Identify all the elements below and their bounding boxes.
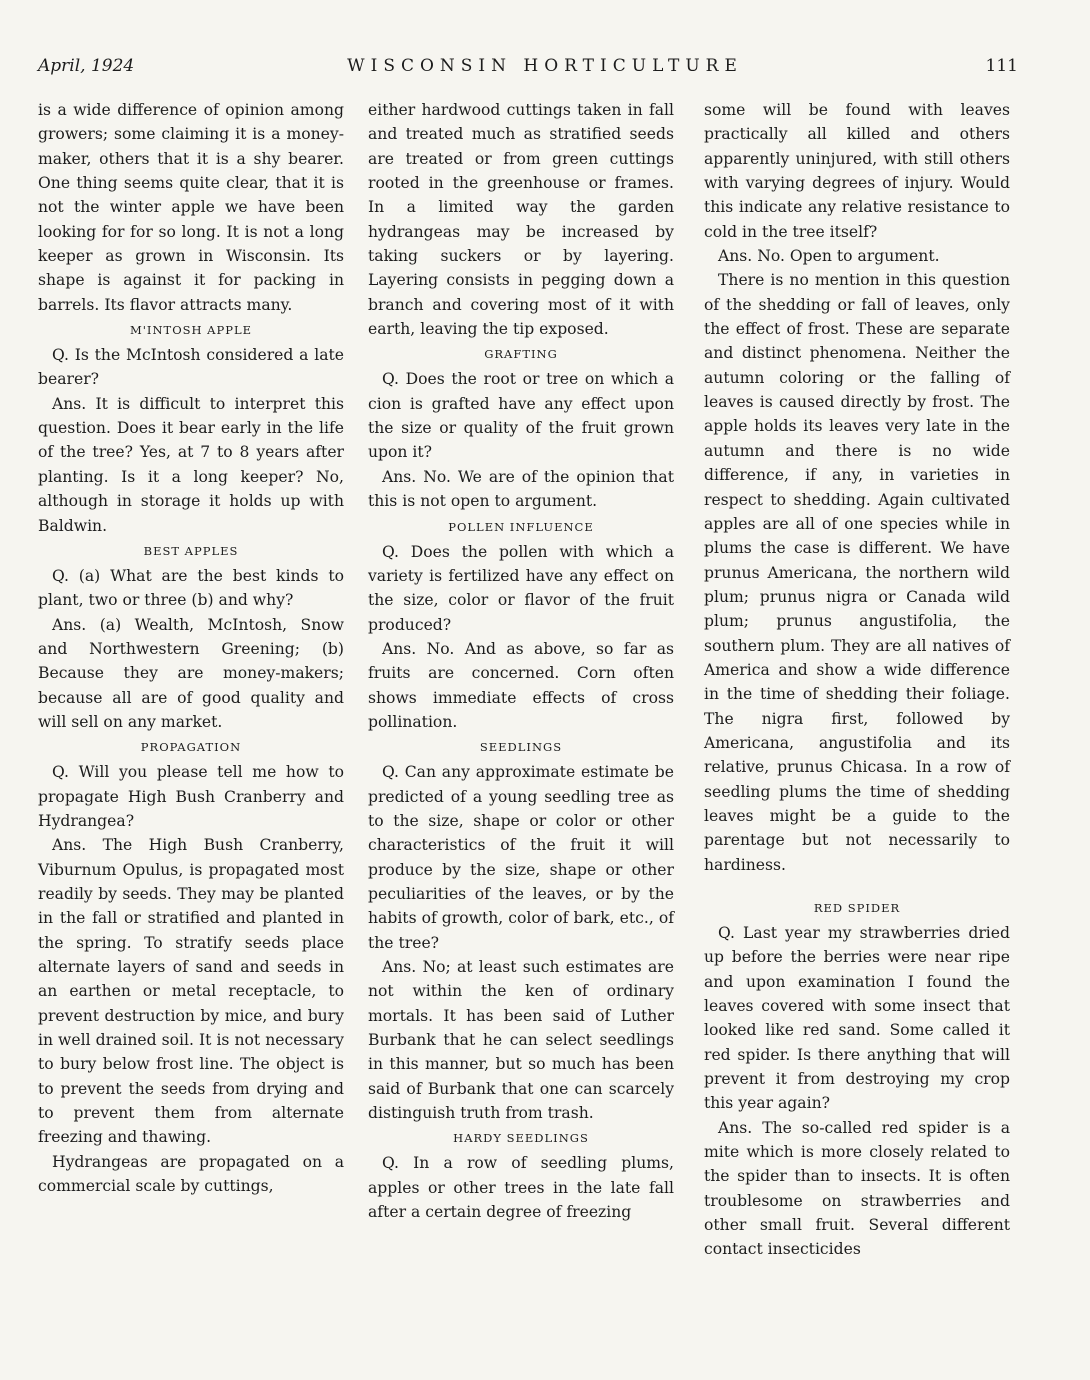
section-heading-grafting: GRAFTING: [484, 347, 558, 362]
section-heading-best-apples: BEST APPLES: [143, 543, 239, 558]
answer: Ans. The High Bush Cranberry, Viburnum Opulus, is propagated most readily by seeds. They may be planted in the fall or stratified and planted in the spring. To stratify seeds place alternate layers of sand and seeds in an earthen or metal receptacle, to prevent destruction by mice, and bury in well drained soil. It is not necessary to bury below frost line. The object is to prevent the seeds from drying and to prevent them from alternate freezing and thawing.: [38, 836, 344, 1147]
issue-date: April, 1924: [38, 56, 135, 76]
paragraph: Hydrangeas are propagated on a commercial scale by cuttings,: [38, 1152, 344, 1196]
paragraph: There is no mention in this question of the shedding or fall of leaves, only the effect of frost. These are separate and distinct phenomena. Neither the autumn coloring or the falling of leaves is caused directly by frost. The apple holds its leaves very late in the autumn and there is no wide difference, if any, in varieties in respect to shedding. Again cultivated apples are all of one species while in plums the case is different. We have prunus Americana, the northern wild plum; prunus nigra or Canada wild plum; prunus angustifolia, the southern plum. They are all natives of America and show a wide difference in the time of shedding their foliage. The nigra first, followed by Americana, angustifolia and its relative, prunus Chicasa. In a row of seedling plums the time of shedding leaves might be a guide to the parentage but not necessarily to hardiness.: [704, 271, 1010, 874]
page-header: [0, 56, 1090, 82]
answer: Ans. No; at least such estimates are not within the ken of ordinary mortals. It has been said of Luther Burbank that he can select seedlings in this manner, but so much has been said of Burbank that one can scarcely distinguish truth from trash.: [368, 958, 674, 1123]
magazine-title: WISCONSIN HORTICULTURE: [347, 56, 743, 76]
column-3: [704, 98, 1010, 1262]
paragraph: either hardwood cuttings taken in fall and treated much as stratified seeds are treated or from green cuttings rooted in the greenhouse or frames. In a limited way the garden hydrangeas may be increased by taking suckers or by layering. Layering consists in pegging down a branch and covering most of it with earth, leaving the tip exposed.: [368, 101, 674, 339]
question: Q. Last year my strawberries dried up before the berries were near ripe and upon examination I found the leaves covered with some insect that looked like red sand. Some called it red spider. Is there anything that will prevent it from destroying my crop this year again?: [704, 924, 1010, 1113]
question: Q. In a row of seedling plums, apples or other trees in the late fall after a certain degree of freezing: [368, 1154, 674, 1222]
question: Q. Can any approximate estimate be predicted of a young seedling tree as to the size, shape or color or other characteristics of the fruit it will produce by the size, shape or other peculiarities of the leaves, or by the habits of growth, color of bark, etc., of the tree?: [368, 763, 674, 952]
answer: Ans. It is difficult to interpret this question. Does it bear early in the life of the tree? Yes, at 7 to 8 years after planting. Is it a long keeper? No, although in storage it holds up with Baldwin.: [38, 394, 344, 535]
section-heading-pollen-influence: POLLEN INFLUENCE: [448, 519, 594, 534]
question: Q. Does the pollen with which a variety is fertilized have any effect on the size, color or flavor of the fruit produced?: [368, 542, 674, 634]
section-heading-hardy-seedlings: HARDY SEEDLINGS: [453, 1131, 589, 1146]
section-heading-red-spider: RED SPIDER: [813, 901, 901, 915]
page-number: 111: [985, 56, 1018, 76]
question: Q. (a) What are the best kinds to plant, two or three (b) and why?: [38, 566, 344, 610]
answer: Ans. No. We are of the opinion that this is not open to argument.: [368, 467, 674, 511]
answer: Ans. No. And as above, so far as fruits are concerned. Corn often shows immediate effects of cross pollination.: [368, 639, 674, 731]
question: Q. Does the root or tree on which a cion is grafted have any effect upon the size or quality of the fruit grown upon it?: [368, 370, 674, 462]
section-heading-propagation: PROPAGATION: [140, 740, 242, 755]
column-2: [368, 98, 674, 1224]
paragraph: is a wide difference of opinion among growers; some claiming it is a money-maker, others that it is a shy bearer. One thing seems quite clear, that it is not the winter apple we have been looking for for so long. It is not a long keeper as grown in Wisconsin. Its shape is against it for packing in barrels. Its flavor attracts many.: [38, 101, 344, 314]
answer: Ans. The so-called red spider is a mite which is more closely related to the spider than to insects. It is often troublesome on strawberries and other small fruit. Several different contact insecticides: [704, 1118, 1010, 1259]
column-1: [38, 98, 344, 1198]
section-heading-seedlings: SEEDLINGS: [479, 740, 563, 755]
paragraph: some will be found with leaves practically all killed and others apparently uninjured, with still others with varying degrees of injury. Would this indicate any relative resistance to cold in the tree itself?: [704, 101, 1010, 241]
answer: Ans. No. Open to argument.: [718, 247, 940, 266]
question: Q. Is the McIntosh considered a late bearer?: [38, 346, 344, 389]
question: Q. Will you please tell me how to propagate High Bush Cranberry and Hydrangea?: [38, 763, 344, 830]
section-heading-mcintosh-apple: M'INTOSH APPLE: [129, 323, 252, 338]
answer: Ans. (a) Wealth, McIntosh, Snow and Northwestern Greening; (b) Because they are money-makers; because all are of good quality and will sell on any market.: [38, 615, 344, 731]
